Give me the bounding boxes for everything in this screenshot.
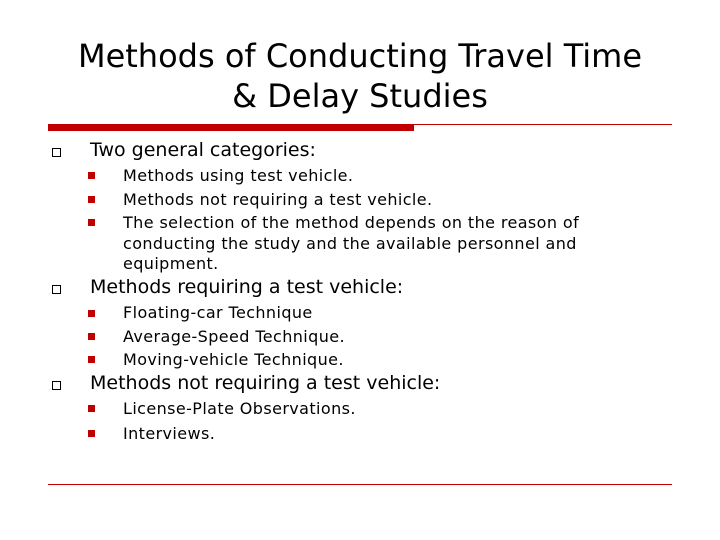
title-line-2: & Delay Studies bbox=[232, 77, 488, 115]
list-item-line: The selection of the method depends on the reason of bbox=[123, 213, 580, 232]
section-heading: Methods not requiring a test vehicle: bbox=[90, 372, 441, 394]
title-line-1: Methods of Conducting Travel Time bbox=[77, 37, 643, 75]
filled-square-bullet-icon bbox=[88, 356, 95, 363]
section-heading: Two general categories: bbox=[90, 139, 316, 161]
title-divider-line bbox=[414, 124, 672, 125]
hollow-square-bullet-icon bbox=[52, 148, 61, 157]
list-item: Methods using test vehicle. bbox=[123, 166, 354, 185]
list-item-line: conducting the study and the available personnel and bbox=[123, 234, 577, 253]
hollow-square-bullet-icon bbox=[52, 381, 61, 390]
section-heading: Methods requiring a test vehicle: bbox=[90, 276, 404, 298]
filled-square-bullet-icon bbox=[88, 172, 95, 179]
list-item: Average-Speed Technique. bbox=[123, 327, 345, 346]
list-item: Floating-car Technique bbox=[123, 303, 313, 322]
hollow-square-bullet-icon bbox=[52, 285, 61, 294]
filled-square-bullet-icon bbox=[88, 310, 95, 317]
title-accent-bar bbox=[48, 124, 414, 131]
list-item: License-Plate Observations. bbox=[123, 399, 356, 418]
list-item-line: equipment. bbox=[123, 254, 219, 273]
footer-divider-line bbox=[48, 484, 672, 485]
list-item: Moving-vehicle Technique. bbox=[123, 350, 344, 369]
filled-square-bullet-icon bbox=[88, 405, 95, 412]
filled-square-bullet-icon bbox=[88, 430, 95, 437]
slide-title bbox=[20, 36, 700, 116]
filled-square-bullet-icon bbox=[88, 333, 95, 340]
list-item: Methods not requiring a test vehicle. bbox=[123, 190, 433, 209]
filled-square-bullet-icon bbox=[88, 196, 95, 203]
list-item: Interviews. bbox=[123, 424, 216, 443]
filled-square-bullet-icon bbox=[88, 219, 95, 226]
